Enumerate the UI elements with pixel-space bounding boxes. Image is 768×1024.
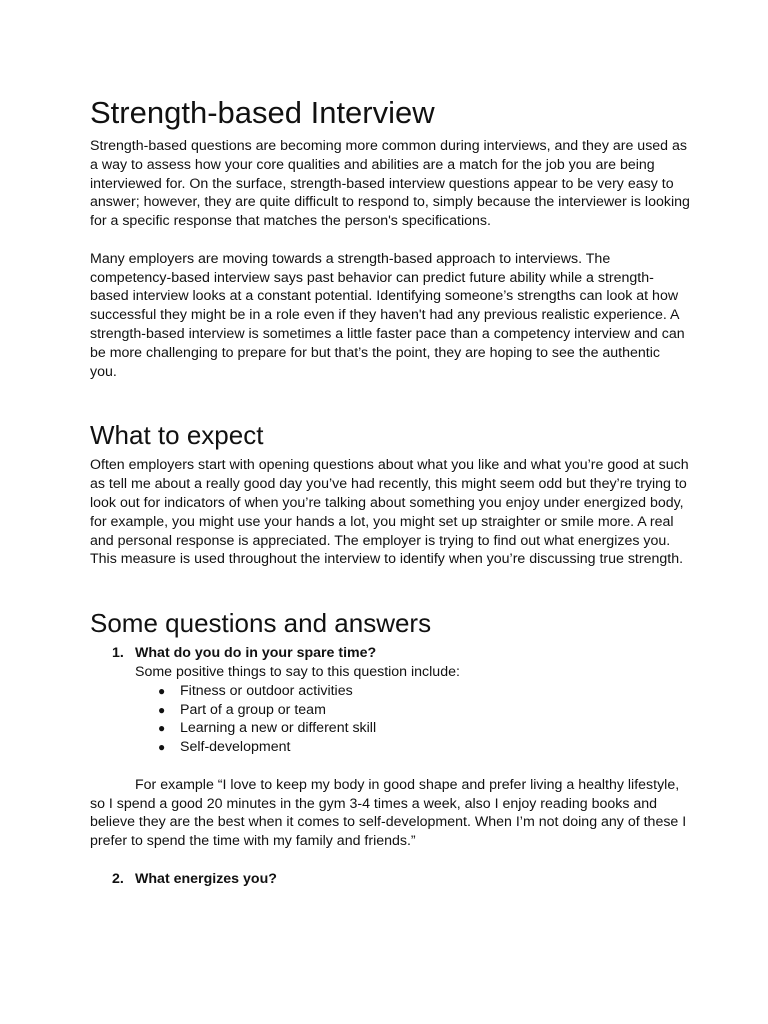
question-item-2 [90, 870, 690, 889]
document-content [90, 93, 690, 889]
bullet-icon: ● [158, 702, 166, 717]
question-title: What do you do in your spare time? [135, 645, 377, 662]
intro-paragraph-2: Many employers are moving towards a strength-based approach to interviews. The competency-based interview says past behavior can predict future ability while a strength-based interview looks at a constant potential. Identifying someone’s strengths can look at how successful they might be in a role even if they haven't had any previous realistic experience. A strength-based interview is sometimes a little faster pace than a competency interview and can be more challenging to prepare for but that’s the point, they are hoping to see the authentic you. [90, 250, 685, 380]
bullet-icon: ● [158, 683, 166, 698]
bullet-icon: ● [158, 721, 166, 736]
question-lead-text: Some positive things to say to this question include: [135, 663, 460, 680]
section-heading-what-to-expect: What to expect [90, 420, 264, 451]
answer-bullet-list [90, 682, 690, 757]
bullet-icon: ● [158, 740, 166, 755]
page-title: Strength-based Interview [90, 95, 435, 130]
question-number: 2. [112, 870, 124, 887]
example-answer-paragraph: For example “I love to keep my body in good shape and prefer living a healthy lifestyle, so I spend a good 20 minutes in the gym 3-4 times a week, also I enjoy reading books and believe they are the best when it comes to self-development. When I’m not doing any of these I prefer to spend the time with my family and friends.” [90, 776, 687, 850]
section-heading-questions-answers: Some questions and answers [90, 608, 432, 639]
list-item: ● Self-development [158, 739, 291, 756]
question-number: 1. [112, 645, 124, 662]
expect-paragraph: Often employers start with opening questions about what you like and what you’re good at such as tell me about a really good day you’ve had recently, this might seem odd but they’re trying to look out for indicators of when you’re talking about something you enjoy under energized body, for example, you might use your hands a lot, you might set up straighter or smile more. A real and personal response is appreciated. The employer is trying to find out what energizes you. This measure is used throughout the interview to identify when you’re discussing true strength. [90, 457, 689, 568]
question-title: What energizes you? [135, 870, 277, 887]
paragraph-spacer [90, 757, 690, 776]
paragraph-spacer [90, 231, 690, 250]
paragraph-spacer [90, 851, 690, 870]
intro-paragraph-1: Strength-based questions are becoming more common during interviews, and they are used as a way to assess how your core qualities and abilities are a match for the job you are being interviewed for. On the surface, strength-based interview questions appear to be very easy to answer; however, they are quite difficult to respond to, simply because the interviewer is looking for a specific response that matches the person's specifications. [90, 138, 690, 230]
list-item: ● Part of a group or team [158, 701, 326, 718]
list-item: ● Learning a new or different skill [158, 720, 377, 737]
list-item: ● Fitness or outdoor activities [158, 682, 353, 699]
question-item-1 [90, 644, 690, 682]
